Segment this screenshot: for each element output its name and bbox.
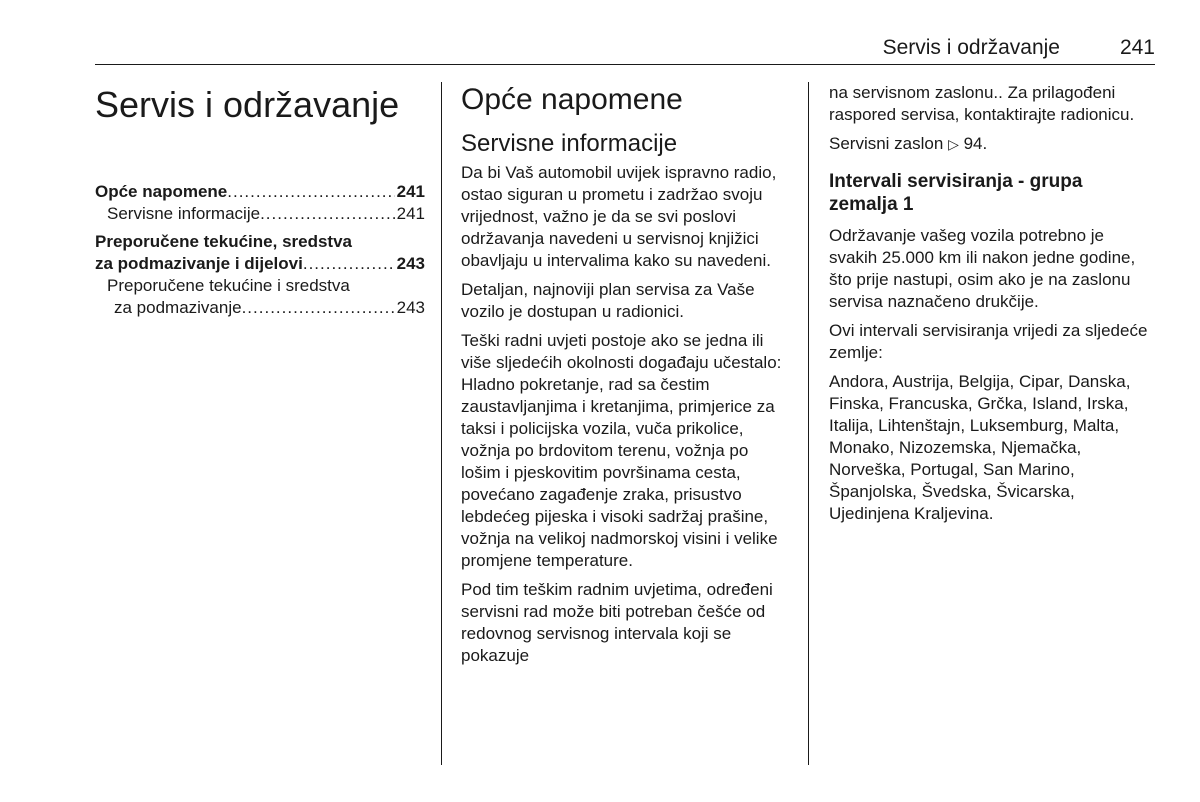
subsection-heading: Servisne informacije xyxy=(461,130,678,157)
toc-entry-preporucene-tekucine[interactable] xyxy=(95,231,425,275)
toc-entry-label: Opće napomene xyxy=(95,182,228,201)
toc-entry-servisne-informacije[interactable] xyxy=(95,203,425,225)
cross-reference[interactable] xyxy=(829,133,1155,156)
running-head xyxy=(95,35,1155,65)
toc-entry-page: 243 xyxy=(396,254,425,273)
page-reference-triangle-icon: ▷ xyxy=(948,137,959,153)
column-divider-2 xyxy=(808,82,809,765)
body-paragraph: Ovi intervali servisiranja vrijedi za sljedeće zemlje: xyxy=(829,321,1148,362)
column-divider-1 xyxy=(441,82,442,765)
running-head-section: Servis i održavanje xyxy=(882,36,1060,59)
page-number: 241 xyxy=(1119,36,1155,59)
toc-entry-page: 241 xyxy=(396,182,425,201)
body-paragraph: Održavanje vašeg vozila potrebno je svakih 25.000 km ili nakon jedne godine, što prije nastupi, osim ako je na zaslonu servisa naznačeno drukčije. xyxy=(829,226,1136,311)
column-1 xyxy=(95,82,425,319)
table-of-contents xyxy=(95,181,425,319)
toc-entry-preporucene-tekucine-i-sredstva[interactable] xyxy=(95,275,425,319)
column-2 xyxy=(461,82,791,674)
cross-reference-page: 94. xyxy=(963,134,988,153)
body-paragraph: Detaljan, najnoviji plan servisa za Vaše vozilo je dostupan u radionici. xyxy=(461,280,755,321)
toc-entry-label: za podmazivanje xyxy=(114,298,242,317)
toc-leader-dots xyxy=(303,253,395,275)
body-paragraph: Da bi Vaš automobil uvijek ispravno radio, ostao siguran u prometu i zadržao svoju vrijednost, važno je da se svi poslovi održavanja navedeni u servisnoj knjižici obavljaju u intervalima kako su navedeni. xyxy=(461,163,777,270)
toc-entry-label: Preporučene tekućine i sredstva xyxy=(107,276,350,295)
toc-entry-page: 243 xyxy=(396,298,425,317)
body-paragraph: na servisnom zaslonu.. Za prilagođeni raspored servisa, kontaktirajte radionicu. xyxy=(829,83,1135,124)
toc-entry-label: Servisne informacije xyxy=(107,204,261,223)
section-heading: Opće napomene xyxy=(461,83,683,116)
subsection-heading: Intervali servisiranja - grupa zemalja 1 xyxy=(829,171,1083,215)
header-rule xyxy=(95,64,1155,65)
toc-entry-label: Preporučene tekućine, sredstva xyxy=(95,232,353,251)
toc-entry-label: za podmazivanje i dijelovi xyxy=(95,254,303,273)
body-paragraph: Teški radni uvjeti postoje ako se jedna ili više sljedećih okolnosti događaju učestalo: Hladno pokretanje, rad sa čestim zaustavljanjima i kretanjima, primjerice za taksi i policijska vozila, vuča prikolice, vožnja po brdovitom terenu, vožnja po lošim i pjeskovitim površinama cesta, povećano zagađenje zraka, prisustvo lebdećeg pijeska i visoki sadržaj prašine, vožnja na velikoj nadmorskoj visini i velike promjene temperature. xyxy=(461,331,782,570)
body-paragraph: Pod tim teškim radnim uvjetima, određeni servisni rad može biti potreban češće od redovnog servisnog intervala koji se pokazuje xyxy=(461,580,773,665)
toc-entry-page: 241 xyxy=(396,204,425,223)
toc-leader-dots xyxy=(242,297,395,319)
body-paragraph: Andora, Austrija, Belgija, Cipar, Danska, Finska, Francuska, Grčka, Island, Irska, Italija, Lihtenštajn, Luksemburg, Malta, Monako, Nizozemska, Njemačka, Norveška, Portugal, San Marino, Španjolska, Švedska, Švicarska, Ujedinjena Kraljevina. xyxy=(829,372,1131,523)
toc-leader-dots xyxy=(227,181,394,203)
cross-reference-label: Servisni zaslon xyxy=(829,134,944,153)
toc-entry-opce-napomene[interactable] xyxy=(95,181,425,203)
toc-leader-dots xyxy=(260,203,395,225)
column-3 xyxy=(829,82,1155,532)
chapter-title: Servis i održavanje xyxy=(95,84,400,125)
